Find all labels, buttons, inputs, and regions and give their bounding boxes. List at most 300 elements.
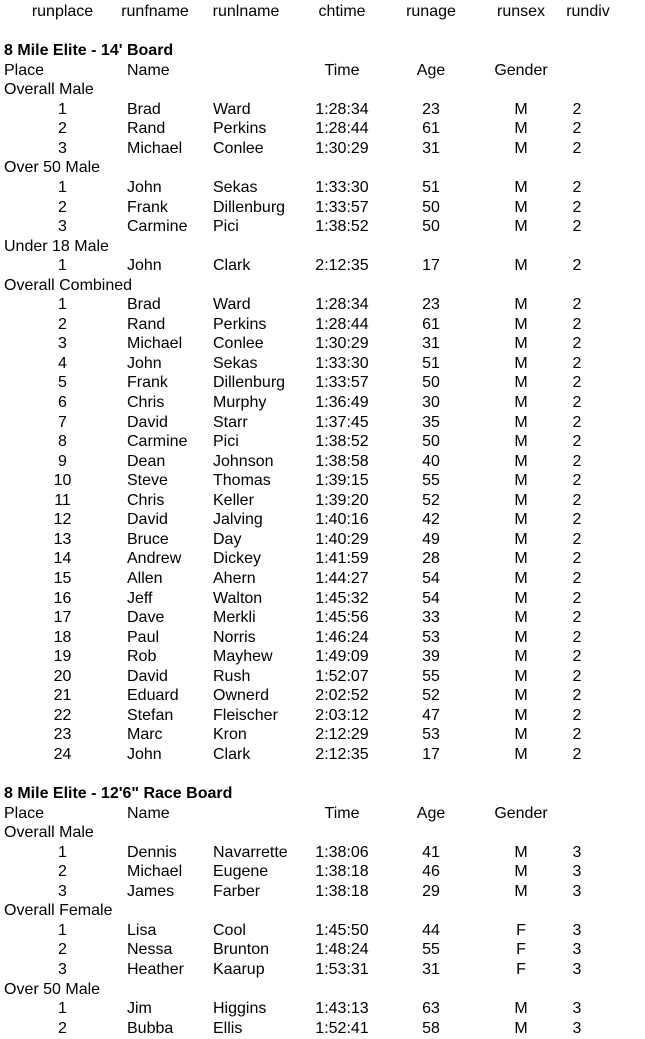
first-name-cell: Stefan xyxy=(127,706,174,724)
age-cell: 50 xyxy=(422,374,440,392)
time-cell: 1:36:49 xyxy=(315,394,369,411)
time-cell: 1:38:06 xyxy=(315,843,369,861)
first-name-cell: Allen xyxy=(127,569,163,587)
age-cell: 61 xyxy=(422,120,440,138)
age-cell: 50 xyxy=(422,218,440,236)
division-cell: 2 xyxy=(572,745,582,763)
sex-cell: M xyxy=(514,354,528,372)
age-cell: 31 xyxy=(422,960,440,978)
last-name-cell: Walton xyxy=(213,589,263,607)
last-name-cell: Pici xyxy=(213,433,239,451)
time-cell: 1:49:09 xyxy=(315,648,369,666)
last-name-cell: Johnson xyxy=(213,452,274,470)
division-cell: 2 xyxy=(572,491,582,509)
division-cell: 3 xyxy=(572,843,582,861)
time-cell: 1:39:20 xyxy=(315,491,369,509)
sex-cell: M xyxy=(514,1019,528,1037)
place-cell: 22 xyxy=(53,706,72,724)
age-cell: 40 xyxy=(422,452,440,470)
time-cell: 1:38:18 xyxy=(315,863,369,881)
result-row xyxy=(0,373,645,393)
sex-cell: M xyxy=(514,315,528,333)
sex-cell: M xyxy=(514,491,528,509)
result-row xyxy=(0,843,645,863)
sex-cell: M xyxy=(514,1000,528,1018)
last-name-cell: Eugene xyxy=(213,863,269,881)
sex-cell: M xyxy=(514,394,528,411)
age-cell: 30 xyxy=(422,394,440,411)
first-name-cell: Bruce xyxy=(127,530,169,548)
sex-cell: M xyxy=(514,178,528,196)
first-name-cell: Chris xyxy=(127,394,165,411)
first-name-cell: Rand xyxy=(127,120,166,138)
age-cell: 35 xyxy=(422,413,440,431)
place-cell: 1 xyxy=(58,921,67,939)
place-cell: 13 xyxy=(53,530,72,548)
time-cell: 1:28:34 xyxy=(315,296,369,314)
first-name-cell: Eduard xyxy=(127,687,179,705)
division-cell: 2 xyxy=(572,628,582,646)
column-header: runfname xyxy=(121,3,189,20)
place-cell: 3 xyxy=(58,960,67,978)
result-row xyxy=(0,628,645,648)
time-cell: 1:38:18 xyxy=(315,882,369,900)
last-name-cell: Murphy xyxy=(213,394,267,411)
section-title: 8 Mile Elite - 12'6" Race Board xyxy=(4,785,233,802)
subheader-gender: Gender xyxy=(494,61,548,79)
first-name-cell: Dave xyxy=(127,609,165,627)
age-cell: 51 xyxy=(422,178,440,196)
result-row xyxy=(0,432,645,452)
sex-cell: M xyxy=(514,609,528,627)
place-cell: 7 xyxy=(58,413,67,431)
place-cell: 20 xyxy=(53,667,72,685)
age-cell: 23 xyxy=(422,100,440,118)
place-cell: 2 xyxy=(58,941,67,959)
result-row xyxy=(0,256,645,276)
time-cell: 1:52:07 xyxy=(315,667,369,685)
last-name-cell: Sekas xyxy=(213,178,258,196)
first-name-cell: Michael xyxy=(127,863,183,881)
column-header-row xyxy=(0,2,645,22)
sex-cell: M xyxy=(514,745,528,763)
result-row xyxy=(0,725,645,745)
sex-cell: M xyxy=(514,706,528,724)
group-label: Overall Female xyxy=(4,902,113,920)
subheader-gender: Gender xyxy=(494,804,548,822)
place-cell: 5 xyxy=(58,374,67,392)
place-cell: 3 xyxy=(58,335,67,353)
time-cell: 1:33:57 xyxy=(315,374,369,392)
division-cell: 3 xyxy=(572,882,582,900)
group-label: Overall Combined xyxy=(4,276,133,294)
result-row xyxy=(0,100,645,120)
age-cell: 28 xyxy=(422,550,440,568)
first-name-cell: Andrew xyxy=(127,550,182,568)
division-cell: 2 xyxy=(572,706,582,724)
first-name-cell: Frank xyxy=(127,374,168,392)
first-name-cell: John xyxy=(127,178,162,196)
time-cell: 2:03:12 xyxy=(315,706,369,724)
division-cell: 2 xyxy=(572,726,582,744)
place-cell: 1 xyxy=(58,100,67,118)
last-name-cell: Higgins xyxy=(213,1000,267,1018)
sex-cell: F xyxy=(516,921,526,939)
last-name-cell: Conlee xyxy=(213,335,264,353)
division-cell: 2 xyxy=(572,530,582,548)
last-name-cell: Cool xyxy=(213,921,246,939)
division-cell: 2 xyxy=(572,550,582,568)
result-row xyxy=(0,940,645,960)
sex-cell: M xyxy=(514,433,528,451)
time-cell: 1:40:16 xyxy=(315,511,369,529)
sex-cell: M xyxy=(514,139,528,157)
sex-cell: M xyxy=(514,589,528,607)
time-cell: 2:12:35 xyxy=(315,257,369,275)
division-cell: 3 xyxy=(572,1019,582,1037)
subheader-row xyxy=(0,61,645,81)
place-cell: 8 xyxy=(58,433,67,451)
first-name-cell: Rob xyxy=(127,648,157,666)
place-cell: 15 xyxy=(53,569,72,587)
division-cell: 2 xyxy=(572,178,582,196)
time-cell: 1:30:29 xyxy=(315,139,369,157)
last-name-cell: Ahern xyxy=(213,569,256,587)
division-cell: 2 xyxy=(572,394,582,411)
first-name-cell: David xyxy=(127,413,168,431)
first-name-cell: Brad xyxy=(127,100,161,118)
division-cell: 2 xyxy=(572,589,582,607)
age-cell: 46 xyxy=(422,863,440,881)
place-cell: 2 xyxy=(58,120,67,138)
age-cell: 17 xyxy=(422,257,440,275)
sex-cell: M xyxy=(514,882,528,900)
result-row xyxy=(0,510,645,530)
age-cell: 31 xyxy=(422,139,440,157)
division-cell: 2 xyxy=(572,472,582,490)
sex-cell: M xyxy=(514,648,528,666)
last-name-cell: Dillenburg xyxy=(213,374,286,392)
column-header: runsex xyxy=(496,3,546,20)
age-cell: 23 xyxy=(422,296,440,314)
time-cell: 1:38:52 xyxy=(315,218,369,236)
division-cell: 2 xyxy=(572,100,582,118)
last-name-cell: Pici xyxy=(213,218,239,236)
first-name-cell: Michael xyxy=(127,335,183,353)
last-name-cell: Keller xyxy=(213,491,254,509)
place-cell: 11 xyxy=(54,491,71,509)
last-name-cell: Norris xyxy=(213,628,256,646)
division-cell: 2 xyxy=(572,198,582,216)
first-name-cell: John xyxy=(127,257,162,275)
first-name-cell: Jim xyxy=(127,1000,152,1018)
first-name-cell: Marc xyxy=(127,726,163,744)
age-cell: 49 xyxy=(422,530,440,548)
sex-cell: M xyxy=(514,120,528,138)
place-cell: 1 xyxy=(58,1000,67,1018)
time-cell: 1:28:44 xyxy=(315,315,369,333)
division-cell: 3 xyxy=(572,863,582,881)
age-cell: 52 xyxy=(422,687,440,705)
place-cell: 16 xyxy=(53,589,72,607)
time-cell: 2:12:29 xyxy=(315,726,369,744)
first-name-cell: Nessa xyxy=(127,941,173,959)
age-cell: 17 xyxy=(422,745,440,763)
sex-cell: M xyxy=(514,335,528,353)
result-row xyxy=(0,999,645,1019)
age-cell: 52 xyxy=(422,491,440,509)
age-cell: 53 xyxy=(422,628,440,646)
division-cell: 2 xyxy=(572,433,582,451)
place-cell: 9 xyxy=(58,452,67,470)
result-row xyxy=(0,334,645,354)
result-row xyxy=(0,647,645,667)
last-name-cell: Day xyxy=(213,530,242,548)
division-cell: 2 xyxy=(572,374,582,392)
sex-cell: M xyxy=(514,530,528,548)
place-cell: 2 xyxy=(58,863,67,881)
result-row xyxy=(0,745,645,765)
place-cell: 2 xyxy=(58,198,67,216)
subheader-name: Name xyxy=(127,61,170,79)
last-name-cell: Farber xyxy=(213,882,261,900)
age-cell: 58 xyxy=(422,1019,440,1037)
column-header: chtime xyxy=(318,3,366,20)
first-name-cell: Carmine xyxy=(127,218,188,236)
division-cell: 2 xyxy=(572,511,582,529)
place-cell: 6 xyxy=(58,394,67,411)
group-label: Overall Male xyxy=(4,81,94,99)
result-row xyxy=(0,393,645,413)
last-name-cell: Ellis xyxy=(213,1019,243,1037)
column-header: runplace xyxy=(31,3,94,20)
last-name-cell: Fleischer xyxy=(213,706,278,724)
division-cell: 2 xyxy=(572,120,582,138)
time-cell: 1:46:24 xyxy=(315,628,369,646)
group-label: Under 18 Male xyxy=(4,237,109,255)
group-label: Over 50 Male xyxy=(4,159,101,177)
sex-cell: M xyxy=(514,472,528,490)
time-cell: 1:45:56 xyxy=(315,609,369,627)
first-name-cell: Dennis xyxy=(127,843,177,861)
division-cell: 3 xyxy=(572,921,582,939)
subheader-age: Age xyxy=(416,61,446,79)
age-cell: 54 xyxy=(422,589,440,607)
time-cell: 1:30:29 xyxy=(315,335,369,353)
time-cell: 1:45:50 xyxy=(315,921,369,939)
first-name-cell: Jeff xyxy=(127,589,153,607)
time-cell: 1:44:27 xyxy=(315,569,369,587)
division-cell: 2 xyxy=(572,569,582,587)
time-cell: 1:37:45 xyxy=(315,413,369,431)
first-name-cell: David xyxy=(127,667,168,685)
first-name-cell: David xyxy=(127,511,168,529)
subheader-age: Age xyxy=(416,804,446,822)
time-cell: 1:45:32 xyxy=(315,589,369,607)
result-row xyxy=(0,882,645,902)
result-row xyxy=(0,198,645,218)
age-cell: 41 xyxy=(422,843,440,861)
first-name-cell: Brad xyxy=(127,296,161,314)
result-row xyxy=(0,413,645,433)
time-cell: 1:52:41 xyxy=(315,1019,369,1037)
sex-cell: M xyxy=(514,667,528,685)
last-name-cell: Clark xyxy=(213,745,251,763)
age-cell: 61 xyxy=(422,315,440,333)
time-cell: 1:48:24 xyxy=(315,941,369,959)
sex-cell: M xyxy=(514,863,528,881)
age-cell: 51 xyxy=(422,354,440,372)
sex-cell: M xyxy=(514,452,528,470)
division-cell: 2 xyxy=(572,452,582,470)
division-cell: 2 xyxy=(572,335,582,353)
subheader-row xyxy=(0,804,645,824)
group-label: Over 50 Male xyxy=(4,980,101,998)
time-cell: 1:38:58 xyxy=(315,452,369,470)
last-name-cell: Merkli xyxy=(213,609,256,627)
last-name-cell: Brunton xyxy=(213,941,270,959)
result-row xyxy=(0,608,645,628)
result-row xyxy=(0,119,645,139)
result-row xyxy=(0,706,645,726)
place-cell: 24 xyxy=(53,745,72,763)
result-row xyxy=(0,862,645,882)
sex-cell: M xyxy=(514,257,528,275)
result-row xyxy=(0,530,645,550)
division-cell: 2 xyxy=(572,648,582,666)
last-name-cell: Conlee xyxy=(213,139,264,157)
time-cell: 1:41:59 xyxy=(315,550,369,568)
last-name-cell: Kaarup xyxy=(213,960,265,978)
result-row xyxy=(0,217,645,237)
result-row xyxy=(0,549,645,569)
first-name-cell: Chris xyxy=(127,491,165,509)
result-row xyxy=(0,667,645,687)
age-cell: 55 xyxy=(422,472,440,490)
place-cell: 1 xyxy=(58,296,67,314)
first-name-cell: Michael xyxy=(127,139,183,157)
place-cell: 10 xyxy=(53,472,72,490)
first-name-cell: James xyxy=(127,882,175,900)
last-name-cell: Dickey xyxy=(213,550,262,568)
first-name-cell: John xyxy=(127,354,162,372)
age-cell: 29 xyxy=(422,882,440,900)
division-cell: 2 xyxy=(572,315,582,333)
time-cell: 1:28:34 xyxy=(315,100,369,118)
division-cell: 3 xyxy=(572,960,582,978)
column-header: rundiv xyxy=(566,3,610,20)
division-cell: 3 xyxy=(572,941,582,959)
last-name-cell: Perkins xyxy=(213,315,267,333)
result-row xyxy=(0,960,645,980)
place-cell: 19 xyxy=(53,648,72,666)
place-cell: 3 xyxy=(58,139,67,157)
place-cell: 3 xyxy=(58,882,67,900)
last-name-cell: Ward xyxy=(213,296,251,314)
division-cell: 2 xyxy=(572,218,582,236)
result-row xyxy=(0,921,645,941)
result-row xyxy=(0,354,645,374)
first-name-cell: Rand xyxy=(127,315,166,333)
division-cell: 2 xyxy=(572,257,582,275)
result-row xyxy=(0,178,645,198)
last-name-cell: Thomas xyxy=(213,472,271,490)
age-cell: 53 xyxy=(422,726,440,744)
division-cell: 2 xyxy=(572,296,582,314)
age-cell: 50 xyxy=(422,198,440,216)
column-header: runlname xyxy=(212,3,280,20)
subheader-place: Place xyxy=(4,61,45,79)
result-row xyxy=(0,686,645,706)
sex-cell: M xyxy=(514,511,528,529)
age-cell: 54 xyxy=(422,569,440,587)
division-cell: 2 xyxy=(572,687,582,705)
first-name-cell: Heather xyxy=(127,960,184,978)
last-name-cell: Mayhew xyxy=(213,648,273,666)
place-cell: 1 xyxy=(58,257,67,275)
sex-cell: M xyxy=(514,550,528,568)
sex-cell: M xyxy=(514,569,528,587)
time-cell: 1:53:31 xyxy=(315,960,369,978)
place-cell: 4 xyxy=(58,354,67,372)
sex-cell: M xyxy=(514,843,528,861)
group-label: Overall Male xyxy=(4,824,94,842)
time-cell: 1:39:15 xyxy=(315,472,369,490)
age-cell: 44 xyxy=(422,921,440,939)
age-cell: 55 xyxy=(422,667,440,685)
sex-cell: M xyxy=(514,198,528,216)
last-name-cell: Sekas xyxy=(213,354,258,372)
first-name-cell: Frank xyxy=(127,198,168,216)
division-cell: 2 xyxy=(572,609,582,627)
last-name-cell: Jalving xyxy=(213,511,263,529)
result-row xyxy=(0,569,645,589)
column-header: runage xyxy=(406,3,456,20)
last-name-cell: Navarrette xyxy=(213,843,288,861)
first-name-cell: Dean xyxy=(127,452,166,470)
time-cell: 1:33:30 xyxy=(315,354,369,372)
subheader-time: Time xyxy=(324,61,360,79)
place-cell: 17 xyxy=(53,609,72,627)
subheader-place: Place xyxy=(4,804,45,822)
time-cell: 1:33:30 xyxy=(315,178,369,196)
division-cell: 3 xyxy=(572,1000,582,1018)
time-cell: 2:12:35 xyxy=(315,745,369,763)
sex-cell: M xyxy=(514,296,528,314)
place-cell: 18 xyxy=(53,628,72,646)
result-row xyxy=(0,452,645,472)
place-cell: 14 xyxy=(53,550,72,568)
age-cell: 33 xyxy=(422,609,440,627)
division-cell: 2 xyxy=(572,667,582,685)
time-cell: 1:43:13 xyxy=(315,1000,369,1018)
last-name-cell: Perkins xyxy=(213,120,267,138)
first-name-cell: Steve xyxy=(127,472,168,490)
subheader-name: Name xyxy=(127,804,170,822)
place-cell: 23 xyxy=(53,726,72,744)
place-cell: 2 xyxy=(58,315,67,333)
age-cell: 50 xyxy=(422,433,440,451)
result-row xyxy=(0,491,645,511)
age-cell: 63 xyxy=(422,1000,440,1018)
place-cell: 1 xyxy=(58,843,67,861)
place-cell: 1 xyxy=(58,178,67,196)
last-name-cell: Dillenburg xyxy=(213,198,286,216)
last-name-cell: Clark xyxy=(213,257,251,275)
result-row xyxy=(0,471,645,491)
division-cell: 2 xyxy=(572,354,582,372)
sex-cell: M xyxy=(514,726,528,744)
